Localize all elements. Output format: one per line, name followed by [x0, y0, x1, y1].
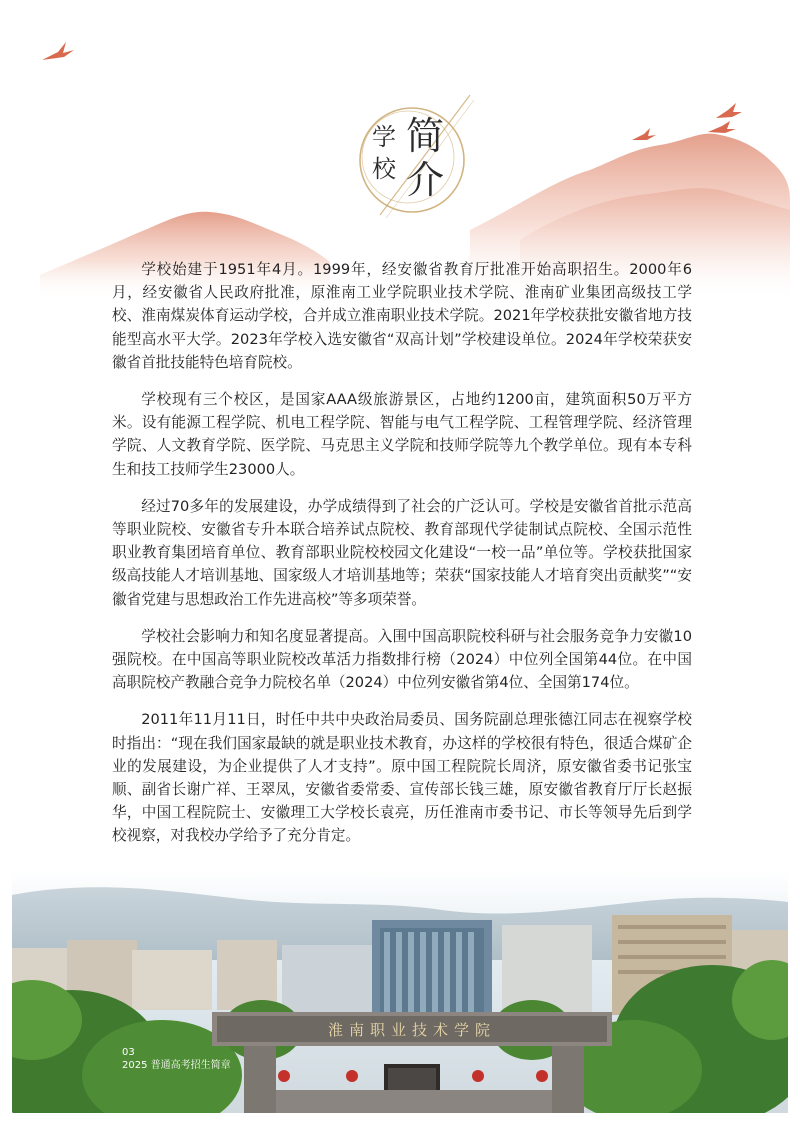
title-char-xue: 学 [372, 123, 396, 151]
page-number: 03 [122, 1047, 135, 1058]
crane-icon [708, 121, 736, 133]
paragraph-honors: 经过70多年的发展建设，办学成绩得到了社会的广泛认可。学校是安徽省首批示范高等职业院校、安徽省专升本联合培养试点院校、教育部现代学徒制试点院校、全国示范性职业教育集团培育单位、教育部职业院校校园文化建设“一校一品”单位等。学校获批国家级高技能人才培训基地、国家级人才培训基地等；荣获“国家技能人才培育突出贡献奖”“安徽省党建与思想政治工作先进高校”等多项荣誉。 [112, 497, 692, 608]
crane-icon [42, 42, 74, 60]
paragraph-influence: 学校社会影响力和知名度显著提高。入围中国高职院校科研与社会服务竞争力安徽10强院校。在中国高等职业院校改革活力指数排行榜（2024）中位列全国第44位。在中国高职院校产教融合竞争力院校名单（2024）中位列安徽省第4位、全国第174位。 [112, 627, 692, 692]
page-footer [122, 1046, 231, 1072]
crane-icon [632, 128, 656, 140]
paragraph-visits: 2011年11月11日，时任中共中央政治局委员、国务院副总理张德江同志在视察学校时指出：“现在我们国家最缺的就是职业技术教育，办这样的学校很有特色，很适合煤矿企业的发展建设，为企业提供了人才支持”。原中国工程院院长周济，原安徽省委书记张宝顺、副省长谢广祥、王翠凤，安徽省委常委、宣传部长钱三雄，原安徽省教育厅厅长赵振华，中国工程院院士、安徽理工大学校长袁亮，历任淮南市委书记、市长等领导先后到学校视察，对我校办学给予了充分肯定。 [112, 711, 692, 845]
page-title [340, 95, 480, 225]
title-char-jian: 简 [406, 114, 445, 158]
publication-title: 2025 普通高考招生简章 [122, 1060, 231, 1071]
paragraph-campus: 学校现有三个校区，是国家AAA级旅游景区，占地约1200亩，建筑面积50万平方米。设有能源工程学院、机电工程学院、智能与电气工程学院、工程管理学院、经济管理学院、人文教育学院、医学院、马克思主义学院和技师学院等九个教学单位。现有本专科生和技工技师学生23000人。 [112, 391, 692, 478]
school-introduction-text [112, 258, 692, 862]
crane-icon [716, 103, 742, 118]
title-char-xiao: 校 [372, 155, 396, 183]
title-char-jie: 介 [406, 158, 445, 202]
campus-gate-photo [12, 870, 788, 1113]
gate-sign-text: 淮南职业技术学院 [327, 1021, 497, 1039]
paragraph-history: 学校始建于1951年4月。1999年，经安徽省教育厅批准开始高职招生。2000年6月，经安徽省人民政府批准，原淮南工业学院职业技术学院、淮南矿业集团高级技工学校、淮南煤炭体育运动学校，合并成立淮南职业技术学院。2021年学校获批安徽省地方技能型高水平大学。2023年学校入选安徽省“双高计划”学校建设单位。2024年学校荣获安徽省首批技能特色培育院校。 [112, 261, 692, 371]
